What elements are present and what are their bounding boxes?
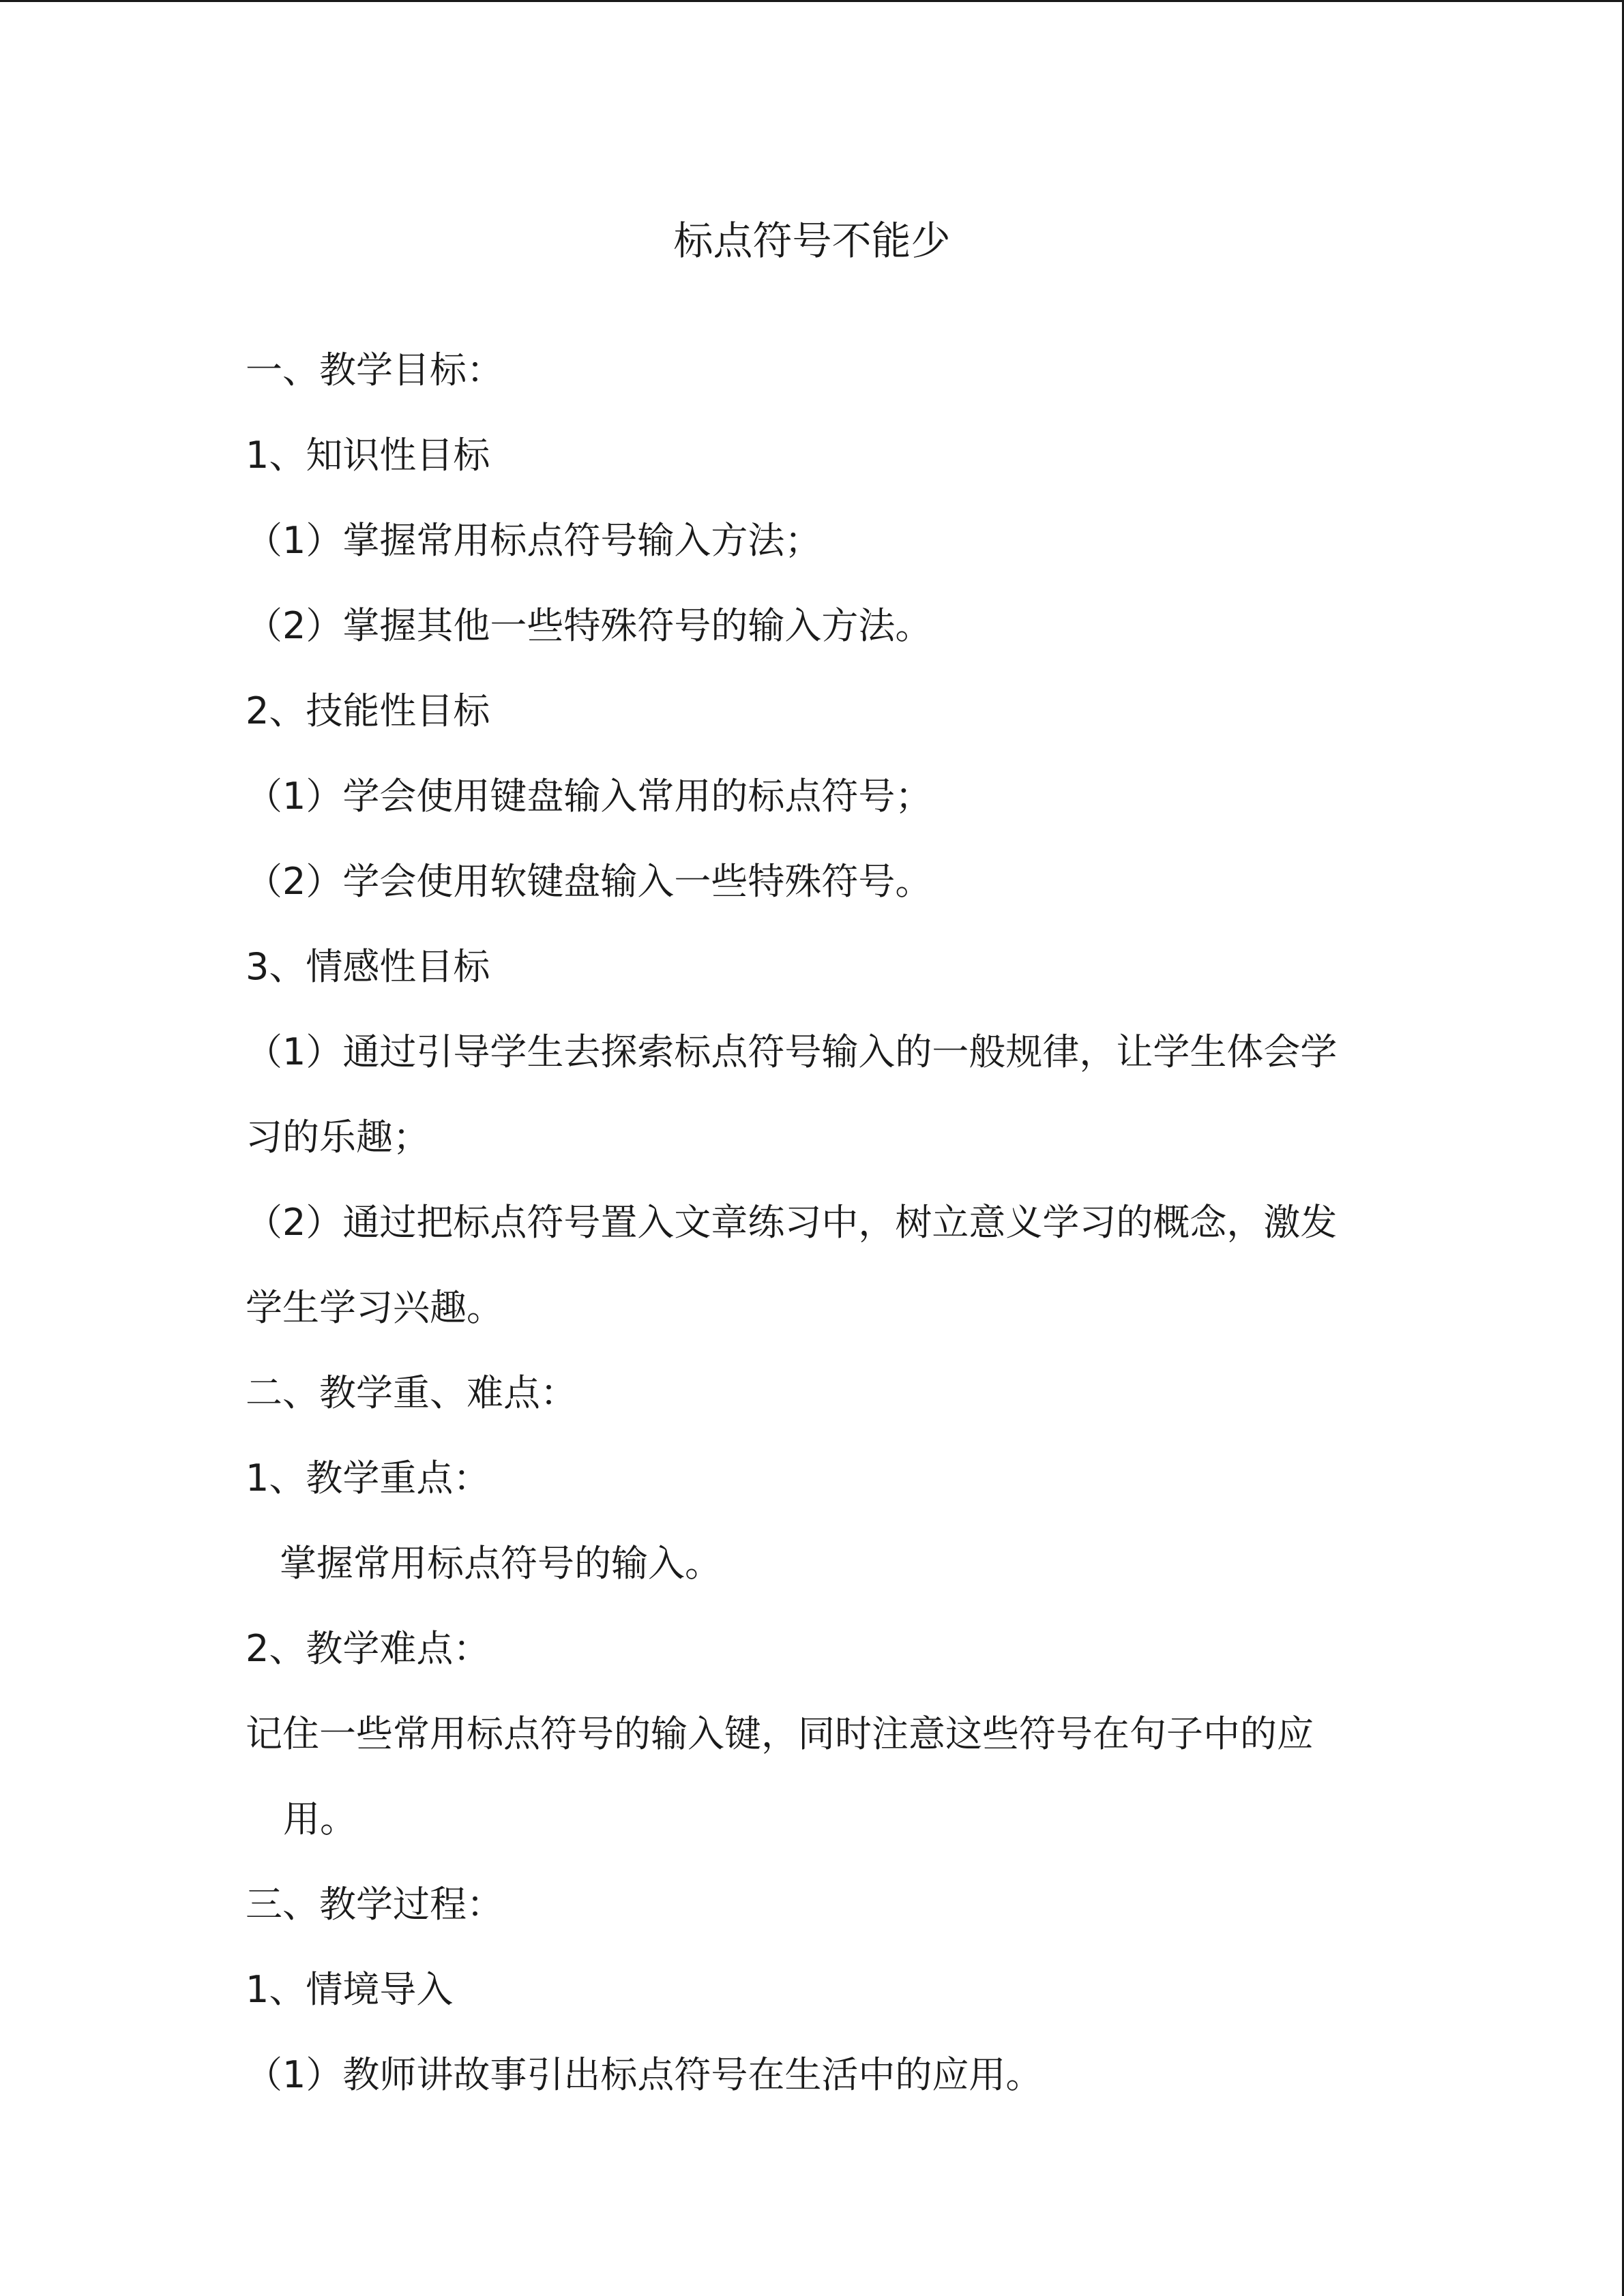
knowledge-goal-1: （1）掌握常用标点符号输入方法； bbox=[246, 519, 822, 562]
emotional-goal-2: （2）通过把标点符号置入文章练习中，树立意义学习的概念，激发 bbox=[246, 1201, 1338, 1244]
subheading-difficult-points: 2、教学难点： bbox=[246, 1627, 490, 1670]
emotional-goal-1: （1）通过引导学生去探索标点符号输入的一般规律，让学生体会学 bbox=[246, 1030, 1338, 1073]
knowledge-goal-2: （2）掌握其他一些特殊符号的输入方法。 bbox=[246, 604, 932, 647]
emotional-goal-2-continued: 学生学习兴趣。 bbox=[246, 1286, 503, 1329]
skill-goal-1: （1）学会使用键盘输入常用的标点符号； bbox=[246, 775, 932, 818]
section-heading-process: 三、教学过程： bbox=[246, 1883, 503, 1926]
subheading-knowledge-goals: 1、知识性目标 bbox=[246, 434, 490, 477]
subheading-key-points: 1、教学重点： bbox=[246, 1457, 490, 1500]
emotional-goal-1-continued: 习的乐趣； bbox=[246, 1116, 430, 1159]
difficult-point-text: 记住一些常用标点符号的输入键，同时注意这些符号在句子中的应 bbox=[246, 1712, 1314, 1755]
section-heading-objectives: 一、教学目标： bbox=[246, 348, 503, 391]
document-title: 标点符号不能少 bbox=[673, 218, 951, 264]
difficult-point-text-continued: 用。 bbox=[283, 1798, 357, 1840]
section-heading-key-difficult: 二、教学重、难点： bbox=[246, 1371, 577, 1414]
scenario-intro-step-1: （1）教师讲故事引出标点符号在生活中的应用。 bbox=[246, 2053, 1043, 2096]
skill-goal-2: （2）学会使用软键盘输入一些特殊符号。 bbox=[246, 860, 932, 903]
key-point-text: 掌握常用标点符号的输入。 bbox=[280, 1542, 722, 1585]
subheading-emotional-goals: 3、情感性目标 bbox=[246, 945, 490, 988]
subheading-skill-goals: 2、技能性目标 bbox=[246, 689, 490, 732]
subheading-scenario-intro: 1、情境导入 bbox=[246, 1968, 454, 2011]
